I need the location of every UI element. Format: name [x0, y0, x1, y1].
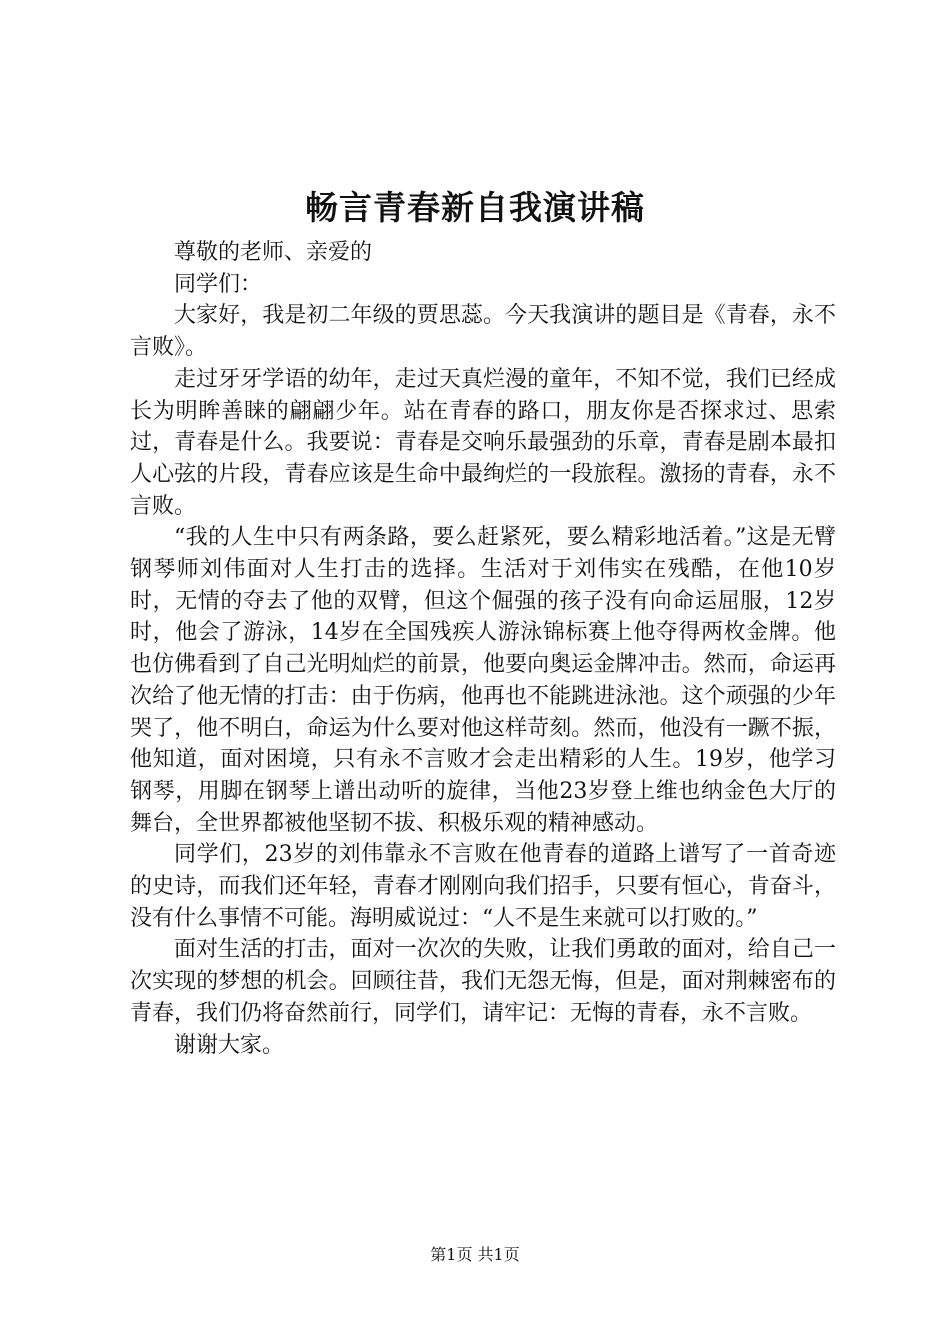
document-title: 畅言青春新自我演讲稿 — [305, 188, 645, 227]
paragraph-greeting: 大家好，我是初二年级的贾思蕊。今天我演讲的题目是《青春，永不言败》。 — [130, 303, 836, 361]
paragraph-classmates: 同学们，23岁的刘伟靠永不言败在他青春的道路上谱写了一首奇迹的史诗，而我们还年轻，青春才刚刚向我们招手，只要有恒心，肯奋斗，没有什么事情不可能。海明威说过：“人不是生来就可以打败的。” — [130, 842, 836, 931]
salutation-line-1: 尊敬的老师、亲爱的 — [174, 240, 373, 265]
page-footer: 第1页 共1页 — [430, 1245, 520, 1264]
document-body — [130, 237, 836, 1061]
paragraph-youth: 走过牙牙学语的幼年，走过天真烂漫的童年，不知不觉，我们已经成长为明眸善睐的翩翩少年。站在青春的路口，朋友你是否探求过、思索过，青春是什么。我要说：青春是交响乐最强劲的乐章，青春是剧本最扣人心弦的片段，青春应该是生命中最绚烂的一段旅程。激扬的青春，永不言败。 — [130, 366, 836, 519]
paragraph-thanks: 谢谢大家。 — [174, 1032, 285, 1058]
salutation-line-2: 同学们： — [174, 271, 263, 297]
paragraph-liu-wei: “我的人生中只有两条路，要么赶紧死，要么精彩地活着。”这是无臂钢琴师刘伟面对人生打击的选择。生活对于刘伟实在残酷，在他10岁时，无情的夺去了他的双臂，但这个倔强的孩子没有向命运屈服，12岁时，他会了游泳，14岁在全国残疾人游泳锦标赛上他夺得两枚金牌。他也仿佛看到了自己光明灿烂的前景，他要向奥运金牌冲击。然而，命运再次给了他无情的打击：由于伤病，他再也不能跳进泳池。这个顽强的少年哭了，他不明白，命运为什么要对他这样苛刻。然而，他没有一蹶不振，他知道，面对困境，只有永不言败才会走出精彩的人生。19岁，他学习钢琴，用脚在钢琴上谱出动听的旋律，当他23岁登上维也纳金色大厅的舞台，全世界都被他坚韧不拔、积极乐观的精神感动。 — [130, 525, 836, 836]
paragraph-face-life: 面对生活的打击，面对一次次的失败，让我们勇敢的面对，给自己一次实现的梦想的机会。回顾往昔，我们无怨无悔，但是，面对荆棘密布的青春，我们仍将奋然前行，同学们，请牢记：无悔的青春，永不言败。 — [130, 937, 836, 1026]
